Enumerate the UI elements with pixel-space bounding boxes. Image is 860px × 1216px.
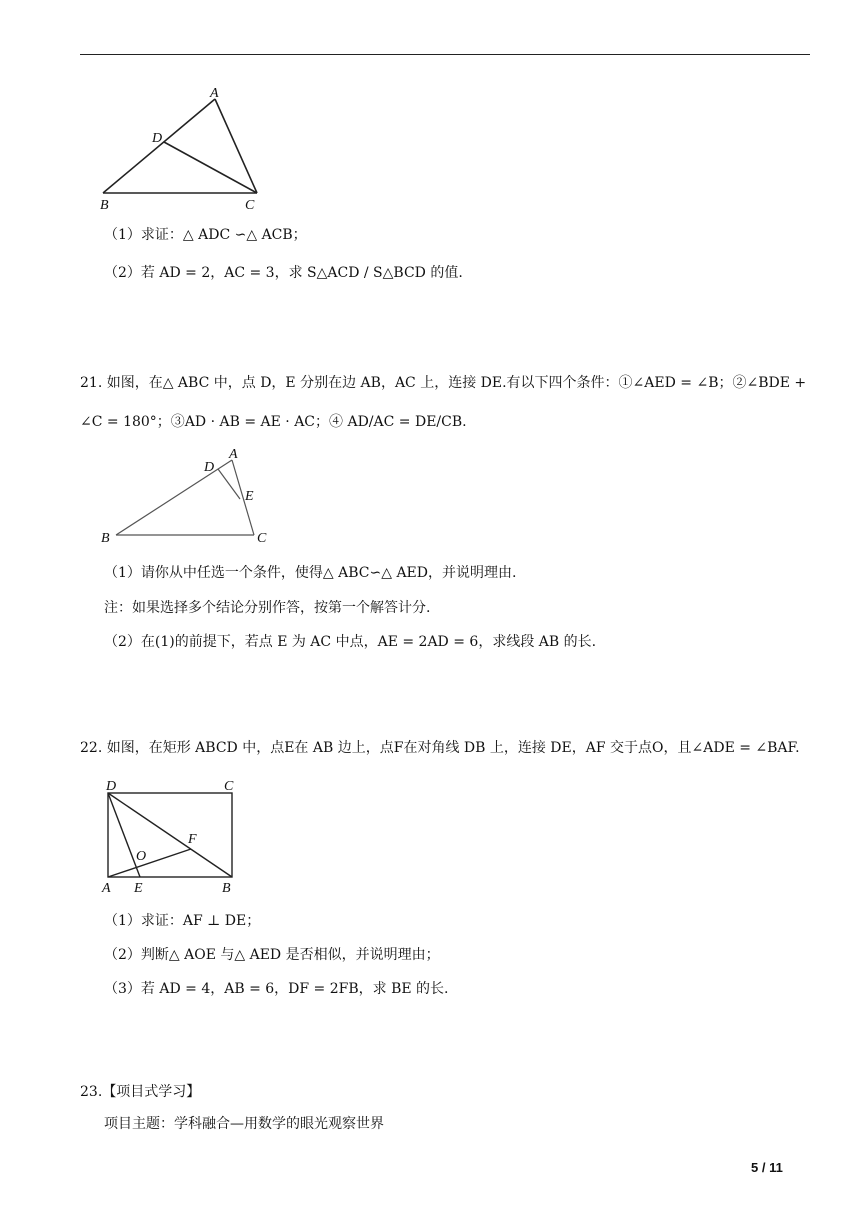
q22-part2: （2）判断△ AOE 与△ AED 是否相似，并说明理由； (104, 947, 440, 963)
q20-side-BA (103, 99, 215, 193)
page-number: 5 / 11 (751, 1160, 783, 1175)
q22-part1: （1）求证：AF ⊥ DE； (104, 913, 261, 929)
q21-label-C: C (257, 531, 267, 546)
q22-segment-DE (108, 793, 140, 877)
q20-segment-DC (164, 142, 257, 193)
q22-label-D: D (106, 779, 117, 794)
q21-part1: （1）请你从中任选一个条件，使得△ ABC∽△ AED，并说明理由. (104, 565, 517, 581)
q21-label-B: B (101, 531, 110, 546)
q22-label-F: F (188, 832, 197, 847)
q22-label-O: O (136, 849, 147, 864)
q20-label-D: D (152, 131, 163, 146)
q20-part2: （2）若 AD = 2，AC = 3，求 S△ACD / S△BCD 的值. (104, 265, 463, 281)
q22-diagonal-DB (108, 793, 232, 877)
q21-stem-line1: 21. 如图，在△ ABC 中，点 D，E 分别在边 AB，AC 上，连接 DE.有以下四个条件：①∠AED = ∠B；②∠BDE + (80, 375, 807, 391)
q22-rectangle-figure (98, 776, 246, 896)
q22-label-B: B (222, 881, 231, 896)
q20-part1: （1）求证：△ ADC ∽△ ACB； (104, 227, 307, 243)
q21-label-A: A (229, 447, 238, 462)
q22-segment-AF (108, 849, 191, 877)
q21-note: 注：如果选择多个结论分别作答，按第一个解答计分. (104, 600, 431, 616)
q20-triangle-figure (95, 85, 270, 215)
q21-side-BA (116, 460, 232, 535)
q20-side-AC (215, 99, 257, 193)
q21-segment-DE (218, 469, 240, 499)
q21-label-D: D (204, 460, 215, 475)
q22-part3: （3）若 AD = 4，AB = 6，DF = 2FB，求 BE 的长. (104, 981, 449, 997)
q23-theme: 项目主题：学科融合—用数学的眼光观察世界 (104, 1116, 384, 1132)
q22-stem: 22. 如图，在矩形 ABCD 中，点E在 AB 边上，点F在对角线 DB 上，连接 DE，AF 交于点O，且∠ADE = ∠BAF. (80, 740, 800, 756)
q20-label-A: A (210, 86, 219, 101)
q22-label-C: C (224, 779, 234, 794)
q21-label-E: E (245, 489, 254, 504)
q21-part2: （2）在(1)的前提下，若点 E 为 AC 中点，AE = 2AD = 6，求线段 AB 的长. (104, 634, 597, 650)
q21-triangle-figure (96, 446, 276, 546)
q22-label-A: A (102, 881, 111, 896)
q22-label-E: E (134, 881, 143, 896)
q23-title: 23.【项目式学习】 (80, 1084, 201, 1100)
q20-label-C: C (245, 198, 255, 213)
q21-stem-line2: ∠C = 180°；③AD · AB = AE · AC；④ AD/AC = DE/CB. (80, 414, 467, 430)
q20-label-B: B (100, 198, 109, 213)
header-rule (80, 54, 810, 55)
